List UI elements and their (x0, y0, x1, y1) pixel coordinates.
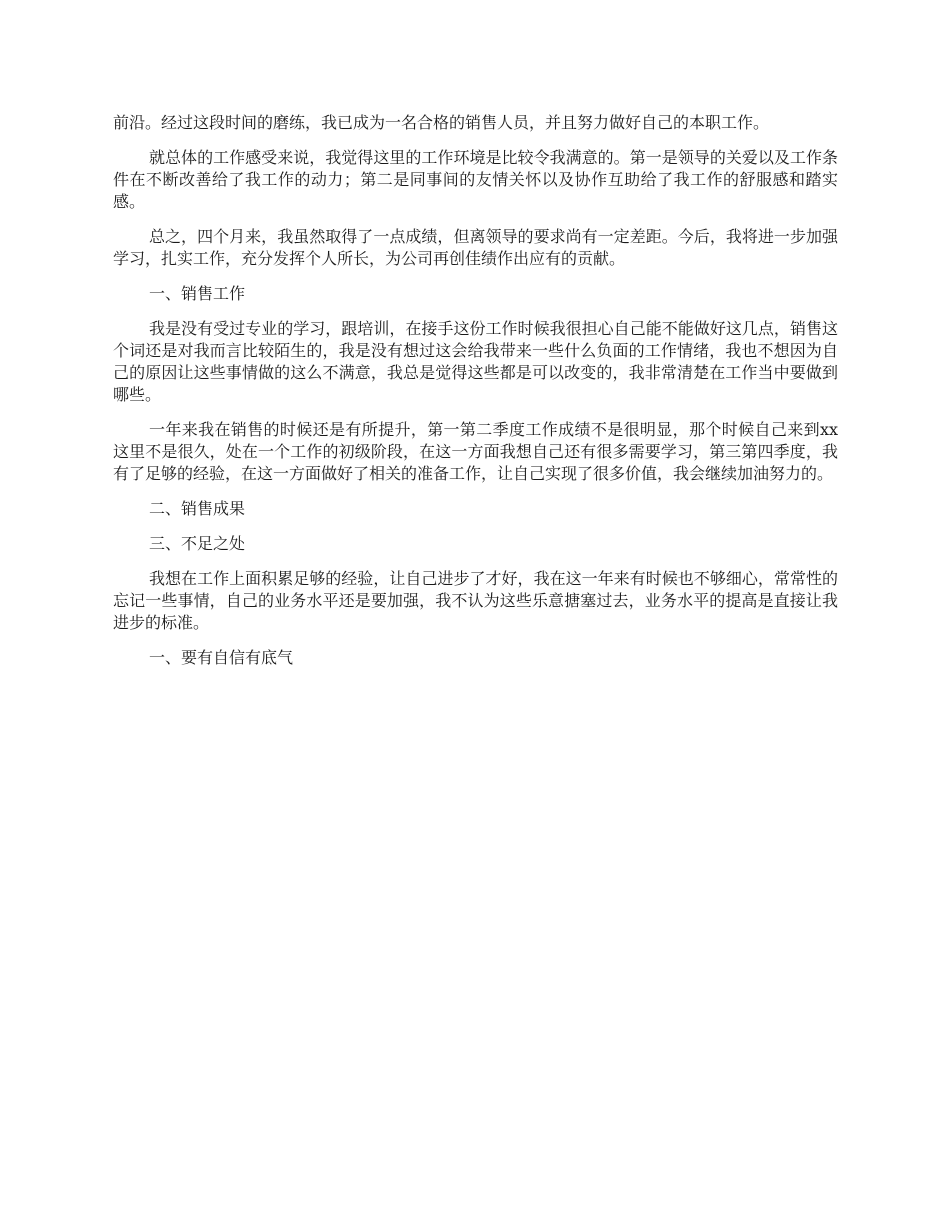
paragraph-training: 我是没有受过专业的学习，跟培训，在接手这份工作时候我很担心自己能不能做好这几点，销售这个词还是对我而言比较陌生的，我是没有想过这会给我带来一些什么负面的工作情绪，我也不想因为自己的原因让这些事情做的这么不满意，我总是觉得这些都是可以改变的，我非常清楚在工作当中要做到哪些。 (113, 319, 838, 404)
paragraph-improvement: 我想在工作上面积累足够的经验，让自己进步了才好，我在这一年来有时候也不够细心，常常性的忘记一些事情，自己的业务水平还是要加强，我不认为这些乐意搪塞过去，业务水平的提高是直接让我进步的标准。 (113, 569, 838, 632)
document-page (113, 112, 838, 682)
heading-sales-results: 二、销售成果 (149, 499, 246, 518)
heading-shortcomings: 三、不足之处 (149, 534, 246, 553)
heading-sales-work: 一、销售工作 (149, 284, 246, 303)
heading-confidence: 一、要有自信有底气 (149, 648, 294, 667)
paragraph-summary: 总之，四个月来，我虽然取得了一点成绩，但离领导的要求尚有一定差距。今后，我将进一步加强学习，扎实工作，充分发挥个人所长，为公司再创佳绩作出应有的贡献。 (113, 227, 838, 268)
paragraph-work-environment: 就总体的工作感受来说，我觉得这里的工作环境是比较令我满意的。第一是领导的关爱以及工作条件在不断改善给了我工作的动力；第二是同事间的友情关怀以及协作互助给了我工作的舒服感和踏实感。 (113, 148, 838, 211)
paragraph-yearly-progress: 一年来我在销售的时候还是有所提升，第一第二季度工作成绩不是很明显，那个时候自己来到xx这里不是很久，处在一个工作的初级阶段，在这一方面我想自己还有很多需要学习，第三第四季度，我有了足够的经验，在这一方面做好了相关的准备工作，让自己实现了很多价值，我会继续加油努力的。 (113, 420, 838, 483)
paragraph-continuation: 前沿。经过这段时间的磨练，我已成为一名合格的销售人员，并且努力做好自己的本职工作。 (113, 113, 770, 132)
